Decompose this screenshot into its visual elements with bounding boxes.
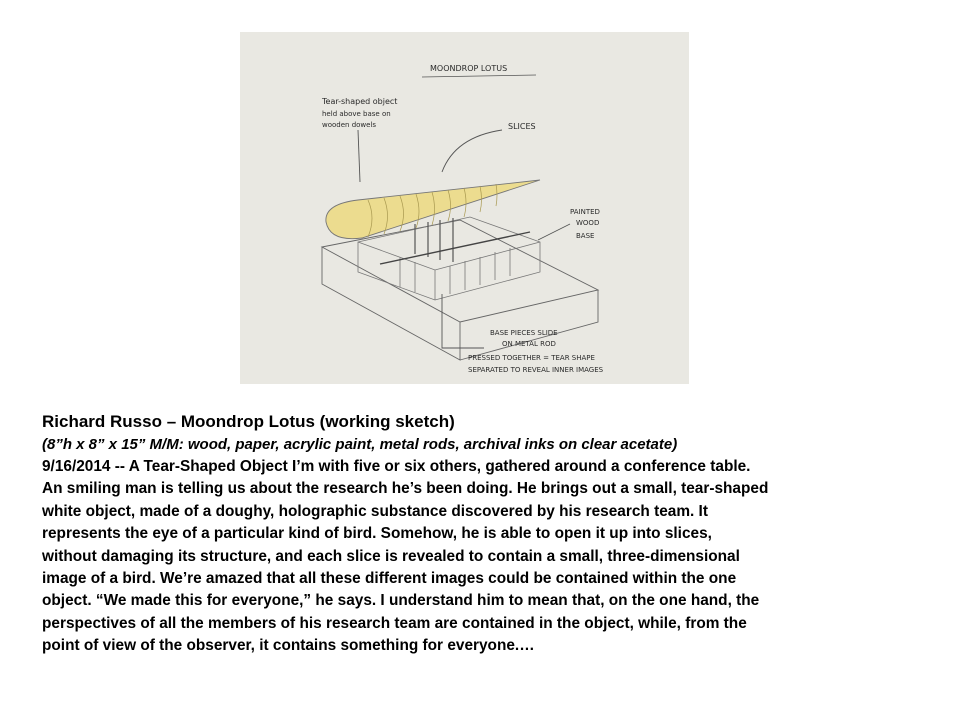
sketch-heading: MOONDROP LOTUS	[430, 64, 508, 73]
metal-rod	[380, 232, 530, 264]
caption-line: object. “We made this for everyone,” he says. I understand him to mean that, on the one hand, the	[42, 592, 760, 610]
caption-line: represents the eye of a particular kind of bird. Somehow, he is able to open it up into slices,	[42, 525, 712, 543]
caption-line: white object, made of a doughy, holographic substance discovered by his research team. It	[42, 502, 708, 520]
note-rod-line-1: BASE PIECES SLIDE	[490, 329, 558, 337]
caption-line: 9/16/2014 -- A Tear-Shaped Object I’m with five or six others, gathered around a conference table.	[42, 458, 751, 475]
note-rod-line-2: ON METAL ROD	[502, 340, 556, 348]
caption-line: perspectives of all the members of his research team are contained in the object, while, from the	[42, 614, 747, 632]
note-tear-line-1: Tear-shaped object	[322, 97, 398, 106]
note-rod-line-3: PRESSED TOGETHER = TEAR SHAPE	[468, 354, 595, 362]
artwork-title: Richard Russo – Moondrop Lotus (working sketch)	[42, 412, 455, 431]
note-tear-line-3: wooden dowels	[322, 121, 377, 129]
note-slices: SLICES	[508, 122, 536, 131]
note-rod-line-4: SEPARATED TO REVEAL INNER IMAGES	[468, 366, 604, 374]
sketch-drawing	[240, 32, 689, 384]
caption-line: point of view of the observer, it contains something for everyone.…	[42, 637, 535, 655]
heading-underline	[422, 75, 536, 77]
artwork-materials: (8”h x 8” x 15” M/M: wood, paper, acrylic paint, metal rods, archival inks on clear acetate)	[42, 436, 678, 453]
caption-line: without damaging its structure, and each slice is revealed to contain a small, three-dimensional	[42, 547, 740, 565]
note-base-line-1: PAINTED	[570, 208, 600, 216]
note-tear-arrow	[358, 130, 360, 182]
sketch-image	[240, 32, 689, 384]
caption-line: An smiling man is telling us about the research he’s been doing. He brings out a small, tear-shaped	[42, 480, 769, 498]
caption	[42, 410, 942, 658]
tear-shape	[326, 180, 540, 239]
note-base-line-3: BASE	[576, 232, 595, 240]
note-tear-line-2: held above base on	[322, 110, 391, 118]
note-base-line-2: WOOD	[576, 219, 600, 227]
note-base-arrow	[538, 224, 570, 240]
note-slices-arrow	[442, 130, 502, 172]
caption-line: image of a bird. We’re amazed that all these different images could be contained within the one	[42, 570, 737, 588]
